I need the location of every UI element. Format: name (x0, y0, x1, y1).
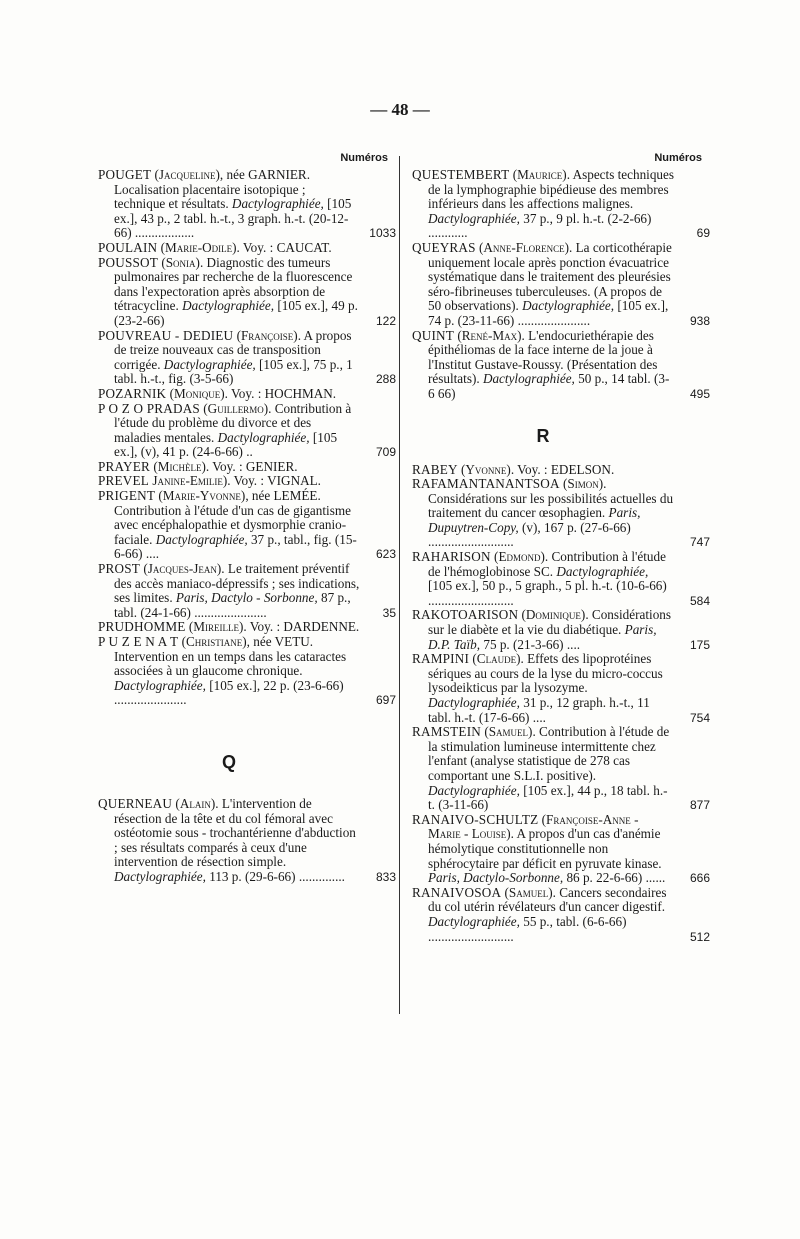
entry-number: 623 (375, 547, 396, 562)
entry-number: 666 (689, 871, 710, 886)
entry-publisher: Dactylographiée, (182, 298, 275, 314)
entry-details: [105 ex.], (v), 41 p. (24-6-66) .. (114, 429, 338, 460)
entry-author-name: POUGET (98, 167, 152, 182)
entry-author-firstname: (Monique) (169, 385, 225, 401)
entry-description: . Diagnostic des tumeurs pulmonaires par recherche de la fluorescence dans l'expectoration après absorption de tétracycline. (114, 254, 353, 314)
section-letter: R (536, 425, 550, 446)
entry-details: [105 ex.], 75 p., 1 tabl. h.-t., fig. (3-5-66) (114, 356, 353, 387)
entry-number: 697 (375, 693, 396, 708)
entry-number: 584 (689, 593, 710, 608)
left-column (98, 152, 396, 885)
entry-author-firstname: (Sonia) (161, 254, 200, 270)
bibliography-entry (98, 634, 396, 708)
bibliography-entry (98, 387, 360, 402)
entry-details: GENIER. (245, 458, 298, 474)
entries-list (412, 461, 710, 945)
entry-number: 1033 (369, 226, 396, 241)
entry-details: DARDENNE. (283, 619, 360, 635)
entry-number: 877 (689, 798, 710, 813)
bibliography-entry (98, 561, 396, 620)
entry-number: 709 (375, 445, 396, 460)
entry-author-firstname: (Edmond) (494, 549, 545, 565)
entry-description: , née LEMÉE. Contribution à l'étude d'un cas de gigantisme avec encéphalopathie et dysmorphie cranio-faciale. (114, 488, 351, 547)
right-column (412, 152, 710, 944)
entry-details: 113 p. (29-6-66) .............. (205, 868, 345, 884)
entry-description: . Voy. : (243, 619, 284, 635)
entry-details: [105 ex.], 74 p. (23-11-66) ...................... (428, 298, 669, 328)
entries-list (98, 167, 396, 708)
entry-number: 833 (375, 869, 396, 884)
entry-author-name: POUSSOT (98, 254, 159, 270)
section-letter: Q (221, 751, 236, 772)
entry-author-name: PRAYER (98, 458, 151, 474)
entry-author-name: QUINT (412, 327, 455, 343)
entry-details: 37 p., 9 pl. h.-t. (2-2-66) ............ (428, 210, 652, 241)
entry-description: . Considérations sur les possibilités actuelles du traitement du cancer œsophagien. (428, 476, 674, 521)
entry-author-name: RANAIVO-SCHULTZ (412, 811, 539, 827)
entry-publisher: Paris, Dactylo - Sorbonne, (175, 590, 318, 606)
entry-author-firstname: (Françoise-Anne - Marie - Louise) (428, 811, 639, 842)
entry-details: 75 p. (21-3-66) .... (480, 636, 581, 652)
column-header: Numéros (340, 152, 388, 164)
page-number: — 48 — (370, 100, 430, 119)
entry-number: 288 (375, 372, 396, 387)
entry-author-name: RANAIVOSOA (412, 884, 502, 900)
entry-details: 50 p., 14 tabl. (3-6 66) (428, 371, 670, 401)
bibliography-entry (412, 476, 710, 550)
bibliography-entry (98, 400, 396, 460)
entry-author-firstname: (Marie-Odile) (160, 239, 237, 255)
bibliography-entry (412, 549, 710, 608)
bibliography-entry (98, 460, 360, 475)
entry-details: [105 ex.], 22 p. (23-6-66) ...................... (114, 677, 344, 708)
entry-author-firstname: (Anne-Florence) (478, 239, 570, 255)
entry-author-name: RAMSTEIN (412, 724, 482, 740)
entry-details: [105 ex.], 44 p., 18 tabl. h.-t. (3-11-66) (428, 782, 668, 813)
entry-author-firstname: (Maurice) (512, 167, 567, 182)
column-divider (399, 156, 400, 1014)
bibliography-entry (98, 254, 396, 329)
bibliography-entry (412, 463, 674, 478)
entry-description: . Le traitement préventif des accès maniaco-dépressifs ; ses indications, ses limites. (114, 561, 360, 606)
entries-list (98, 795, 396, 885)
entry-author-firstname: (Jacqueline) (154, 167, 220, 182)
entry-publisher: Dactylographiée, (428, 695, 520, 710)
entry-details: 87 p., tabl. (24-1-66) ...................... (114, 590, 351, 620)
bibliography-entry (98, 620, 360, 635)
entry-publisher: Dactylographiée, (231, 196, 324, 212)
entry-publisher: Dactylographiée, (428, 913, 520, 929)
entry-details: 31 p., 12 graph. h.-t., 11 tabl. h.-t. (17-6-66) .... (428, 695, 650, 725)
bibliography-entry (412, 724, 710, 813)
entry-publisher: Dactylographiée, (428, 210, 520, 226)
entry-description: , née VETU. Intervention en un temps dans les cataractes associées à un glaucome chronique. (114, 634, 347, 679)
bibliography-entry (98, 488, 396, 562)
entry-author-firstname: (Alain) (175, 795, 216, 811)
entry-description: . A propos de treize nouveaux cas de transposition corrigée. (114, 327, 352, 372)
entry-author-name: QUESTEMBERT (412, 167, 510, 182)
entry-description: . La corticothérapie uniquement locale après ponction évacuatrice systématique dans le traitement des pleurésies séro-fibrineuses tuberculeuses. (A propos de 50 observations). (428, 239, 672, 314)
entry-author-name: P U Z E N A T (98, 634, 179, 649)
entry-author-firstname: (Dominique) (521, 607, 586, 623)
entry-author-name: POULAIN (98, 239, 158, 255)
bibliography-entry (98, 327, 396, 387)
entry-number: 35 (382, 605, 396, 620)
entry-number: 754 (689, 710, 710, 725)
entry-author-name: RAHARISON (412, 549, 491, 565)
bibliography-entry (412, 811, 710, 886)
bibliography-entry (98, 474, 360, 489)
entry-author-name: QUERNEAU (98, 795, 173, 811)
entry-description: . Voy. : (205, 458, 246, 474)
entry-author-name: RAKOTOARISON (412, 607, 519, 623)
entry-author-firstname: (Marie-Yvonne) (158, 488, 246, 504)
entry-details: 86 p. 22-6-66) ...... (563, 870, 666, 886)
entry-publisher: Dactylographiée, (428, 782, 520, 798)
bibliography-entry (412, 167, 710, 241)
entry-description: . L'intervention de résection de la tête et du col fémoral avec ostéotomie sous - trochantérienne d'abduction ; ses résultats comparés à ceux d'une intervention de résection simple. (114, 795, 356, 870)
entry-publisher: Dactylographiée, (556, 563, 649, 579)
entry-description: . L'endocuriethérapie des épithéliomas de la face interne de la joue à l'Institut Gustave-Roussy. (Présentation des résultats). (428, 327, 658, 387)
entry-number: 512 (689, 929, 710, 944)
entry-publisher: Dactylographiée, (522, 298, 615, 314)
entry-publisher: Dactylographiée, (114, 677, 206, 693)
entry-details: VIGNAL. (267, 473, 321, 489)
entry-number: 69 (696, 226, 710, 241)
entry-description: . Voy. : (227, 473, 268, 489)
entry-number: 175 (689, 637, 710, 652)
entry-description: . Voy. : (236, 239, 277, 255)
entry-author-firstname: (Yvonne) (461, 461, 511, 477)
entry-author-firstname: (Claude) (472, 651, 521, 667)
entry-details: (v), 167 p. (27-6-66) .......................... (428, 519, 631, 550)
entry-author-firstname: (Christiane) (181, 634, 247, 649)
entry-publisher: Paris, Dactylo-Sorbonne, (428, 870, 564, 886)
bibliography-entry (98, 241, 360, 256)
entry-author-firstname: (Simon) (563, 476, 604, 492)
entry-author-firstname: (Françoise) (236, 327, 298, 343)
entry-publisher: Dactylographiée, (163, 356, 256, 372)
entry-details: EDELSON. (550, 461, 615, 477)
entry-details: [105 ex.], 50 p., 5 graph., 5 pl. h.-t. (10-6-66) .......................... (428, 578, 667, 608)
entry-author-firstname: (Jacques-Jean) (143, 561, 222, 577)
bibliography-entry (412, 327, 710, 402)
entry-author-firstname: (Guillermo) (203, 400, 269, 416)
entry-details: [105 ex.], 43 p., 2 tabl. h.-t., 3 graph. h.-t. (20-12-66) .................. (114, 196, 352, 241)
entry-author-firstname: Janine-Emilie) (152, 473, 228, 489)
bibliography-entry (412, 884, 710, 944)
entry-details: [105 ex.], 49 p. (23-2-66) (114, 298, 358, 328)
entry-description: . A propos d'un cas d'anémie hémolytique constitutionnelle non sphérocytaire par déficit en pyruvate kinase. (428, 826, 662, 871)
entry-description: . Aspects techniques de la lymphographie bipédieuse des membres inférieurs dans les affections malignes. (428, 167, 675, 212)
entry-author-name: PREVEL (98, 473, 150, 489)
entry-publisher: Dactylographiée, (217, 429, 310, 445)
entry-author-name: QUEYRAS (412, 239, 476, 255)
bibliography-entry (98, 167, 396, 241)
entry-author-name: POUVREAU - DEDIEU (98, 327, 234, 343)
entry-description: . Cancers secondaires du col utérin révélateurs d'un cancer digestif. (428, 884, 667, 915)
entry-details: HOCHMAN. (264, 385, 337, 401)
entry-description: . Effets des lipoprotéines sériques au cours de la lyse du micro-coccus lysodeikticus par la lysozyme. (428, 651, 663, 696)
entry-author-name: P O Z O PRADAS (98, 400, 200, 416)
entry-author-name: RAMPINI (412, 651, 470, 667)
bibliography-entry (412, 239, 710, 329)
bibliography-entry (412, 651, 710, 725)
entry-description: . Contribution à l'étude de l'hémoglobinose SC. (428, 549, 666, 579)
entry-author-firstname: (Michèle) (153, 458, 206, 474)
entry-author-name: RAFAMANTANANTSOA (412, 476, 560, 492)
entry-author-name: PRUDHOMME (98, 619, 186, 635)
entry-number: 747 (689, 535, 710, 550)
entry-description: , née GARNIER. Localisation placentaire isotopique ; technique et résultats. (114, 167, 311, 212)
entry-author-firstname: (Mireille) (188, 619, 244, 635)
column-header: Numéros (654, 152, 702, 164)
entry-publisher: Paris, Dupuytren-Copy, (428, 505, 641, 535)
entry-number: 938 (689, 313, 710, 328)
entry-details: 37 p., tabl., fig. (15-6-66) .... (114, 531, 357, 562)
entry-details: CAUCAT. (276, 239, 332, 255)
entry-author-name: RABEY (412, 461, 458, 477)
entry-description: . Voy. : (510, 461, 551, 477)
entry-author-name: PRIGENT (98, 488, 156, 504)
entry-publisher: Dactylographiée, (114, 868, 206, 884)
entry-author-firstname: (René-Max) (457, 327, 522, 343)
entry-details: 55 p., tabl. (6-6-66) .......................... (428, 913, 627, 944)
entry-author-name: PROST (98, 561, 141, 577)
entries-list (412, 167, 710, 402)
bibliography-entry (412, 607, 710, 652)
entry-number: 495 (689, 386, 710, 401)
entry-description: . Voy. : (224, 385, 265, 401)
entry-description: . Contribution à l'étude du problème du divorce et des maladies mentales. (114, 400, 352, 445)
entry-author-firstname: (Samuel) (504, 884, 553, 900)
entry-publisher: Dactylographiée, (155, 531, 248, 547)
entry-publisher: Dactylographiée, (482, 371, 575, 387)
entry-description: . Contribution à l'étude de la stimulation lumineuse intermittente chez l'enfant (analyse statistique de 278 cas comportant une S.L.I. positive). (428, 724, 670, 783)
bibliography-entry (98, 795, 396, 885)
entry-author-firstname: (Samuel) (484, 724, 533, 740)
entry-description: . Considérations sur le diabète et la vie du diabétique. (428, 607, 672, 638)
entry-author-name: POZARNIK (98, 385, 167, 401)
entry-publisher: Paris, D.P. Taïb, (428, 622, 657, 652)
entry-number: 122 (375, 313, 396, 328)
